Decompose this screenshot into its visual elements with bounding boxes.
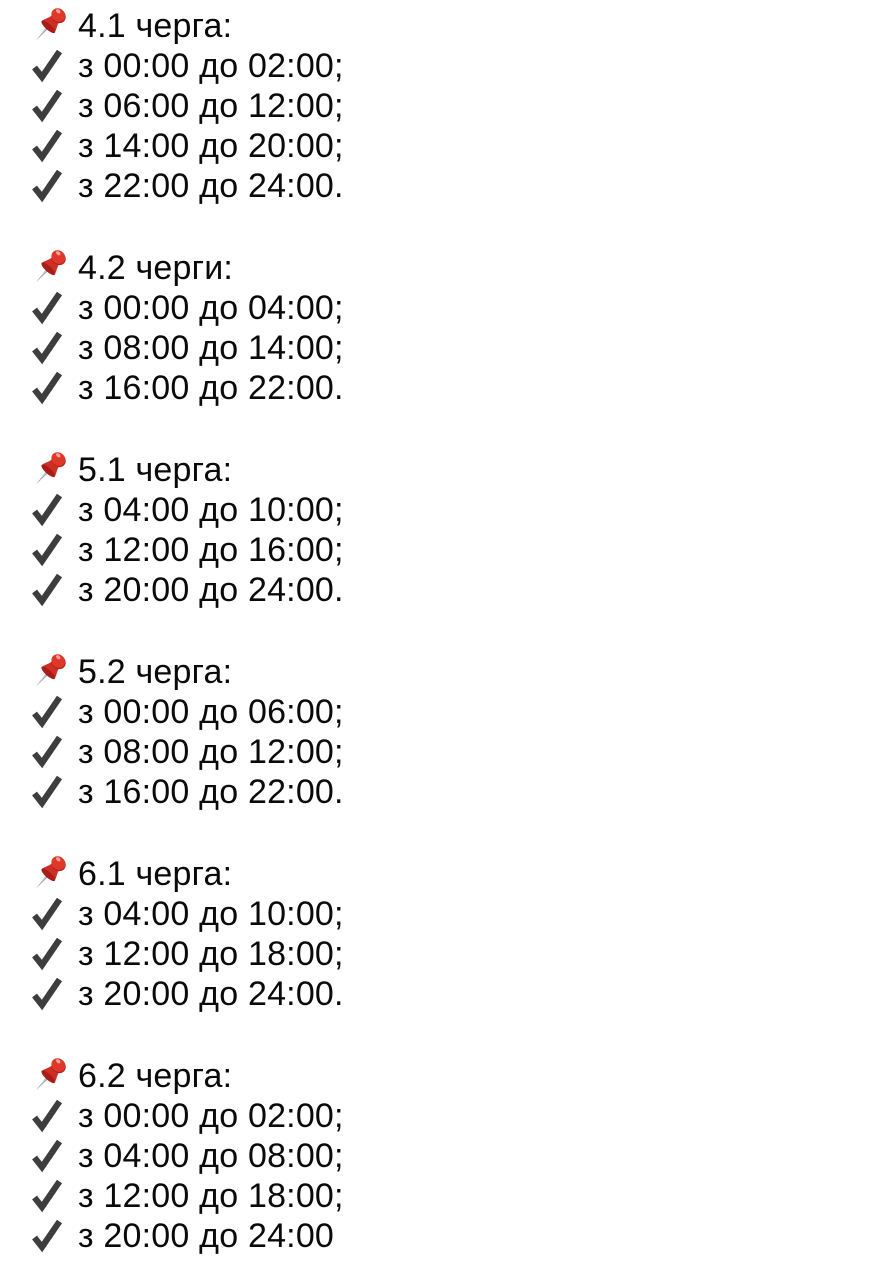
check-icon bbox=[24, 1136, 78, 1176]
time-slot-row bbox=[24, 732, 894, 772]
queue-header-row bbox=[24, 248, 894, 288]
queue-slots bbox=[24, 894, 894, 1014]
time-slot-row bbox=[24, 974, 894, 1014]
queue-slots bbox=[24, 1096, 894, 1256]
time-slot-text: з 06:00 до 12:00; bbox=[78, 87, 344, 125]
time-slot-text: з 08:00 до 14:00; bbox=[78, 329, 344, 367]
time-slot-row bbox=[24, 1136, 894, 1176]
time-slot-text: з 16:00 до 22:00. bbox=[78, 773, 344, 811]
queue-group bbox=[24, 652, 894, 812]
queue-title: 4.1 черга: bbox=[78, 7, 233, 45]
time-slot-text: з 20:00 до 24:00. bbox=[78, 571, 344, 609]
queue-header-row bbox=[24, 1056, 894, 1096]
time-slot-text: з 12:00 до 16:00; bbox=[78, 531, 344, 569]
check-icon bbox=[24, 46, 78, 86]
check-icon bbox=[24, 368, 78, 408]
time-slot-text: з 16:00 до 22:00. bbox=[78, 369, 344, 407]
check-icon bbox=[24, 530, 78, 570]
queue-header-row bbox=[24, 652, 894, 692]
pushpin-icon bbox=[24, 447, 78, 494]
queue-title: 5.1 черга: bbox=[78, 451, 233, 489]
queue-title: 5.2 черга: bbox=[78, 653, 233, 691]
queue-group bbox=[24, 854, 894, 1014]
time-slot-row bbox=[24, 894, 894, 934]
check-icon bbox=[24, 570, 78, 610]
time-slot-text: з 04:00 до 10:00; bbox=[78, 895, 344, 933]
outage-schedule-list bbox=[24, 6, 894, 1256]
check-icon bbox=[24, 490, 78, 530]
check-icon bbox=[24, 974, 78, 1014]
queue-title: 4.2 черги: bbox=[78, 249, 234, 287]
queue-header-row bbox=[24, 450, 894, 490]
time-slot-text: з 04:00 до 10:00; bbox=[78, 491, 344, 529]
time-slot-row bbox=[24, 126, 894, 166]
time-slot-row bbox=[24, 570, 894, 610]
time-slot-text: з 22:00 до 24:00. bbox=[78, 167, 344, 205]
time-slot-row bbox=[24, 368, 894, 408]
time-slot-text: з 14:00 до 20:00; bbox=[78, 127, 344, 165]
check-icon bbox=[24, 288, 78, 328]
pushpin-icon bbox=[24, 3, 78, 50]
check-icon bbox=[24, 86, 78, 126]
pushpin-icon bbox=[24, 851, 78, 898]
time-slot-row bbox=[24, 934, 894, 974]
check-icon bbox=[24, 126, 78, 166]
time-slot-row bbox=[24, 772, 894, 812]
time-slot-row bbox=[24, 1096, 894, 1136]
check-icon bbox=[24, 1096, 78, 1136]
queue-group bbox=[24, 450, 894, 610]
pushpin-icon bbox=[24, 1053, 78, 1100]
time-slot-text: з 04:00 до 08:00; bbox=[78, 1137, 344, 1175]
queue-slots bbox=[24, 692, 894, 812]
time-slot-text: з 08:00 до 12:00; bbox=[78, 733, 344, 771]
queue-header-row bbox=[24, 854, 894, 894]
time-slot-row bbox=[24, 328, 894, 368]
check-icon bbox=[24, 894, 78, 934]
pushpin-icon bbox=[24, 649, 78, 696]
time-slot-text: з 20:00 до 24:00 bbox=[78, 1217, 335, 1255]
time-slot-row bbox=[24, 166, 894, 206]
time-slot-row bbox=[24, 46, 894, 86]
queue-group bbox=[24, 1056, 894, 1256]
queue-header-row bbox=[24, 6, 894, 46]
check-icon bbox=[24, 166, 78, 206]
time-slot-row bbox=[24, 1176, 894, 1216]
check-icon bbox=[24, 692, 78, 732]
time-slot-row bbox=[24, 530, 894, 570]
check-icon bbox=[24, 328, 78, 368]
time-slot-text: з 20:00 до 24:00. bbox=[78, 975, 344, 1013]
check-icon bbox=[24, 732, 78, 772]
time-slot-row bbox=[24, 1216, 894, 1256]
queue-slots bbox=[24, 46, 894, 206]
time-slot-row bbox=[24, 692, 894, 732]
queue-group bbox=[24, 248, 894, 408]
check-icon bbox=[24, 772, 78, 812]
queue-title: 6.1 черга: bbox=[78, 855, 233, 893]
time-slot-text: з 00:00 до 02:00; bbox=[78, 1097, 344, 1135]
time-slot-row bbox=[24, 490, 894, 530]
time-slot-text: з 00:00 до 06:00; bbox=[78, 693, 344, 731]
pushpin-icon bbox=[24, 245, 78, 292]
check-icon bbox=[24, 1176, 78, 1216]
time-slot-row bbox=[24, 288, 894, 328]
check-icon bbox=[24, 934, 78, 974]
time-slot-text: з 12:00 до 18:00; bbox=[78, 1177, 344, 1215]
time-slot-text: з 00:00 до 02:00; bbox=[78, 47, 344, 85]
queue-title: 6.2 черга: bbox=[78, 1057, 233, 1095]
queue-slots bbox=[24, 288, 894, 408]
time-slot-text: з 12:00 до 18:00; bbox=[78, 935, 344, 973]
time-slot-row bbox=[24, 86, 894, 126]
queue-group bbox=[24, 6, 894, 206]
time-slot-text: з 00:00 до 04:00; bbox=[78, 289, 344, 327]
check-icon bbox=[24, 1216, 78, 1256]
queue-slots bbox=[24, 490, 894, 610]
